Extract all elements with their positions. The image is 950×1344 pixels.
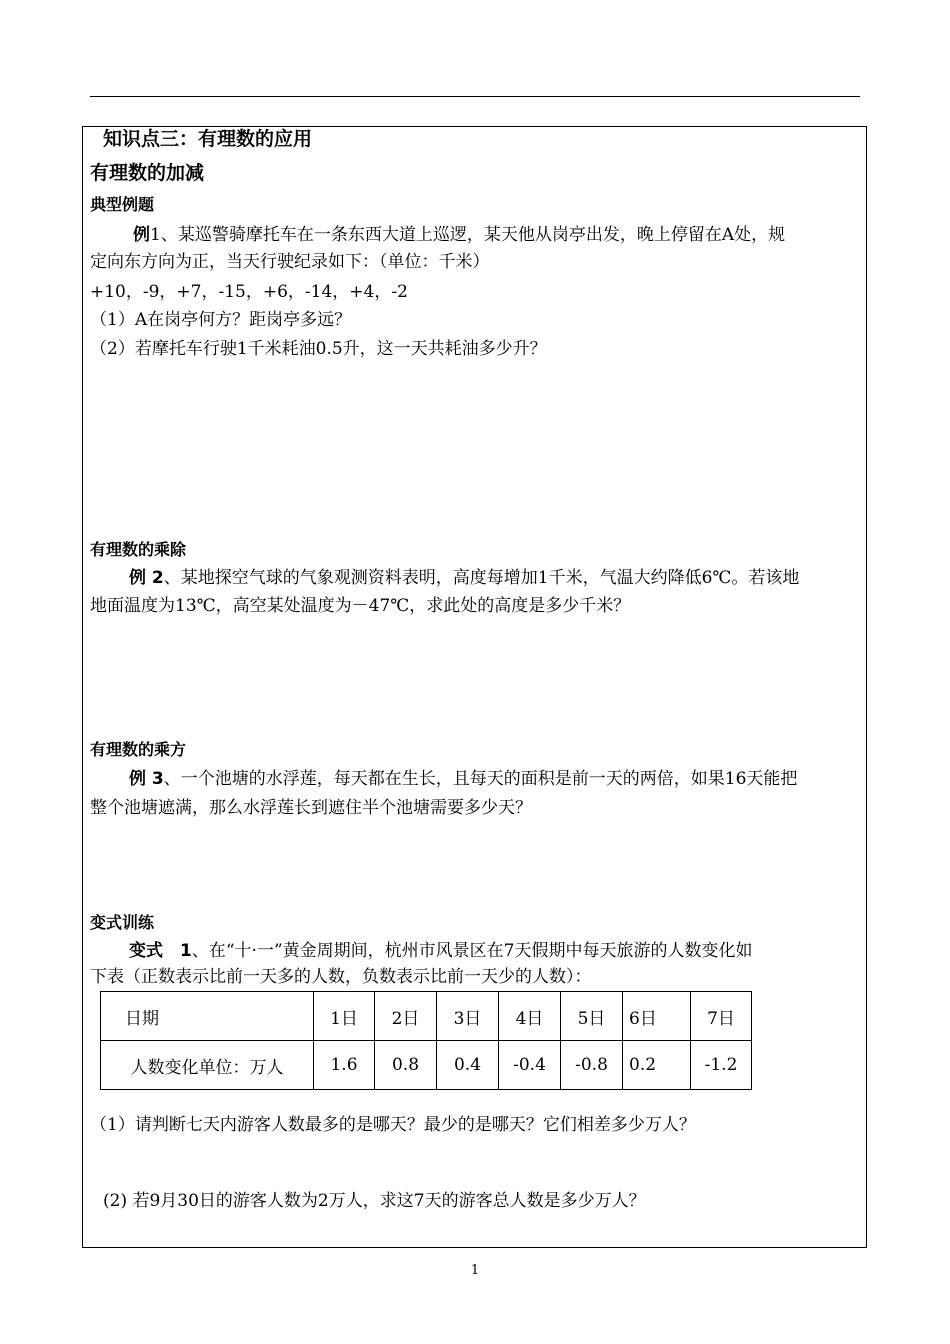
table-cell-day: 7日 — [691, 992, 752, 1041]
table-cell-value: 1.6 — [314, 1041, 375, 1090]
example-3-line1: 例 3、一个池塘的水浮莲，每天都在生长，且每天的面积是前一天的两倍，如果16天能把 — [129, 769, 798, 789]
variant-1-question-2: (2) 若9月30日的游客人数为2万人，求这7天的游客总人数是多少万人？ — [103, 1191, 646, 1211]
example-1-label: 例 — [133, 225, 150, 245]
variant-1-question-1: （1）请判断七天内游客人数最多的是哪天？最少的是哪天？它们相差多少万人？ — [90, 1115, 696, 1135]
example-1-question-2: （2）若摩托车行驶1千米耗油0.5升，这一天共耗油多少升？ — [90, 339, 547, 359]
table-cell-value: -1.2 — [691, 1041, 752, 1090]
heading-power: 有理数的乘方 — [90, 740, 187, 759]
table-cell-value: 0.8 — [375, 1041, 437, 1090]
table-cell-day: 1日 — [314, 992, 375, 1041]
section-title: 知识点三：有理数的应用 — [103, 128, 313, 150]
table-row — [101, 992, 752, 1041]
variant-1-line1: 变式 1、在“十·一”黄金周期间，杭州市风景区在7天假期中每天旅游的人数变化如 — [129, 941, 753, 961]
example-1-question-1: （1）A在岗亭何方？距岗亭多远？ — [90, 310, 352, 330]
table-cell-day: 5日 — [561, 992, 623, 1041]
table-cell-day: 4日 — [499, 992, 561, 1041]
heading-add-subtract: 有理数的加减 — [90, 162, 205, 184]
page-number: 1 — [470, 1263, 480, 1278]
variant-1-label: 变式 1 — [129, 941, 192, 961]
table-cell-value: 0.2 — [623, 1041, 691, 1090]
subheading-examples: 典型例题 — [90, 195, 155, 214]
heading-multiply-divide: 有理数的乘除 — [90, 540, 187, 559]
table-cell-day: 6日 — [623, 992, 691, 1041]
table-cell-value: -0.4 — [499, 1041, 561, 1090]
example-1-line2: 定向东方向为正，当天行驶纪录如下：（单位：千米） — [90, 252, 490, 272]
header-rule — [90, 96, 860, 97]
table-cell-value: 0.4 — [437, 1041, 499, 1090]
variant-1-line2: 下表（正数表示比前一天多的人数，负数表示比前一天少的人数）： — [90, 967, 592, 987]
example-1-line1: 例1、某巡警骑摩托车在一条东西大道上巡逻，某天他从岗亭出发，晚上停留在A处，规 — [133, 225, 786, 245]
table-row-label: 人数变化单位：万人 — [101, 1041, 314, 1090]
table-cell-day: 2日 — [375, 992, 437, 1041]
example-3-line2: 整个池塘遮满，那么水浮莲长到遮住半个池塘需要多少天？ — [90, 798, 532, 818]
table-cell-day: 3日 — [437, 992, 499, 1041]
heading-variant-training: 变式训练 — [90, 913, 155, 932]
example-2-label: 例 2 — [129, 568, 164, 588]
tourist-change-table — [100, 991, 752, 1090]
example-1-data: +10，-9，+7，-15，+6，-14，+4，-2 — [90, 282, 408, 302]
table-row — [101, 1041, 752, 1090]
table-header-label: 日期 — [101, 992, 314, 1041]
example-2-line1: 例 2、某地探空气球的气象观测资料表明，高度每增加1千米，气温大约降低6℃。若该地 — [129, 568, 800, 588]
example-2-line2: 地面温度为13℃，高空某处温度为－47℃，求此处的高度是多少千米？ — [90, 596, 631, 616]
table-cell-value: -0.8 — [561, 1041, 623, 1090]
example-3-label: 例 3 — [129, 769, 164, 789]
